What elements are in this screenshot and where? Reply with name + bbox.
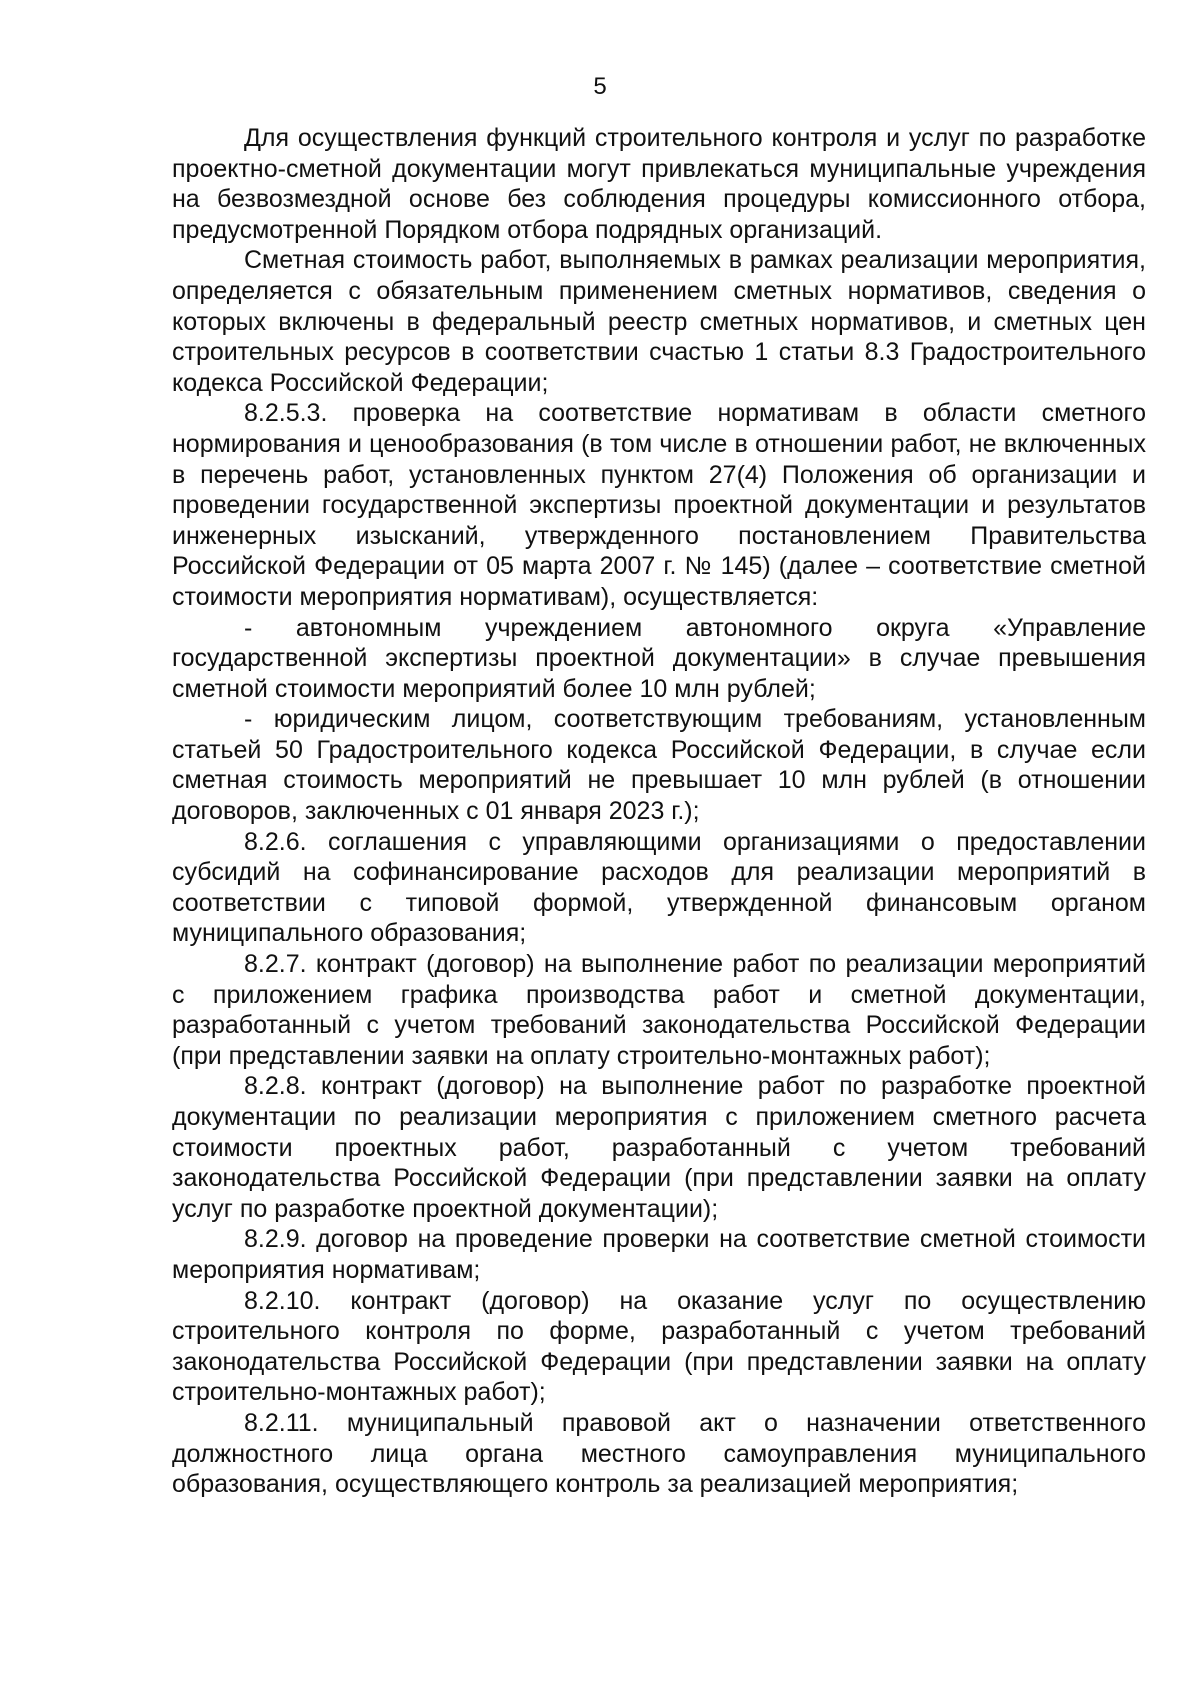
page-number: 5 [593,73,607,100]
list-item-legal-entity: - юридическим лицом, соответствующим требованиям, установленным статьей 50 Градостроительного кодекса Российской Федерации, в случае если сметная стоимость мероприятий не превышает 10 млн рублей (в отношении договоров, заключенных с 01 января 2023 г.); [172,705,1146,826]
paragraph-estimated-cost: Сметная стоимость работ, выполняемых в рамках реализации мероприятия, определяется с обязательным применением сметных нормативов, сведения о которых включены в федеральный реестр сметных нормативов, и сметных цен строительных ресурсов в соответствии счастью 1 статьи 8.3 Градостроительного кодекса Российской Федерации; [172,246,1146,397]
paragraph-8-2-8: 8.2.8. контракт (договор) на выполнение работ по разработке проектной документации по реализации мероприятия с приложением сметного расчета стоимости проектных работ, разработанный с учетом требований законодательства Российской Федерации (при представлении заявки на оплату услуг по разработке проектной документации); [172,1072,1146,1223]
paragraph-8-2-10: 8.2.10. контракт (договор) на оказание услуг по осуществлению строительного контроля по форме, разработанный с учетом требований законодательства Российской Федерации (при представлении заявки на оплату строительно-монтажных работ); [172,1286,1146,1407]
paragraph-8-2-11: 8.2.11. муниципальный правовой акт о назначении ответственного должностного лица органа местного самоуправления муниципального образования, осуществляющего контроль за реализацией мероприятия; [172,1408,1146,1499]
paragraph-municipal-institutions: Для осуществления функций строительного контроля и услуг по разработке проектно-сметной документации могут привлекаться муниципальные учреждения на безвозмездной основе без соблюдения процедуры комиссионного отбора, предусмотренной Порядком отбора подрядных организаций. [172,124,1146,244]
paragraph-8-2-6: 8.2.6. соглашения с управляющими организациями о предоставлении субсидий на софинансирование расходов для реализации мероприятий в соответствии с типовой формой, утвержденной финансовым органом муниципального образования; [172,827,1146,948]
paragraph-8-2-9: 8.2.9. договор на проведение проверки на соответствие сметной стоимости мероприятия нормативам; [172,1225,1146,1284]
document-body [172,123,1146,1500]
list-item-autonomous-institution: - автономным учреждением автономного округа «Управление государственной экспертизы проектной документации» в случае превышения сметной стоимости мероприятий более 10 млн рублей; [172,613,1146,703]
paragraph-8-2-7: 8.2.7. контракт (договор) на выполнение работ по реализации мероприятий с приложением графика производства работ и сметной документации, разработанный с учетом требований законодательства Российской Федерации (при представлении заявки на оплату строительно-монтажных работ); [172,950,1146,1070]
paragraph-8-2-5-3: 8.2.5.3. проверка на соответствие нормативам в области сметного нормирования и ценообразования (в том числе в отношении работ, не включенных в перечень работ, установленных пунктом 27(4) Положения об организации и проведении государственной экспертизы проектной документации и результатов инженерных изысканий, утвержденного постановлением Правительства Российской Федерации от 05 марта 2007 г. № 145) (далее – соответствие сметной стоимости мероприятия нормативам), осуществляется: [172,399,1146,611]
